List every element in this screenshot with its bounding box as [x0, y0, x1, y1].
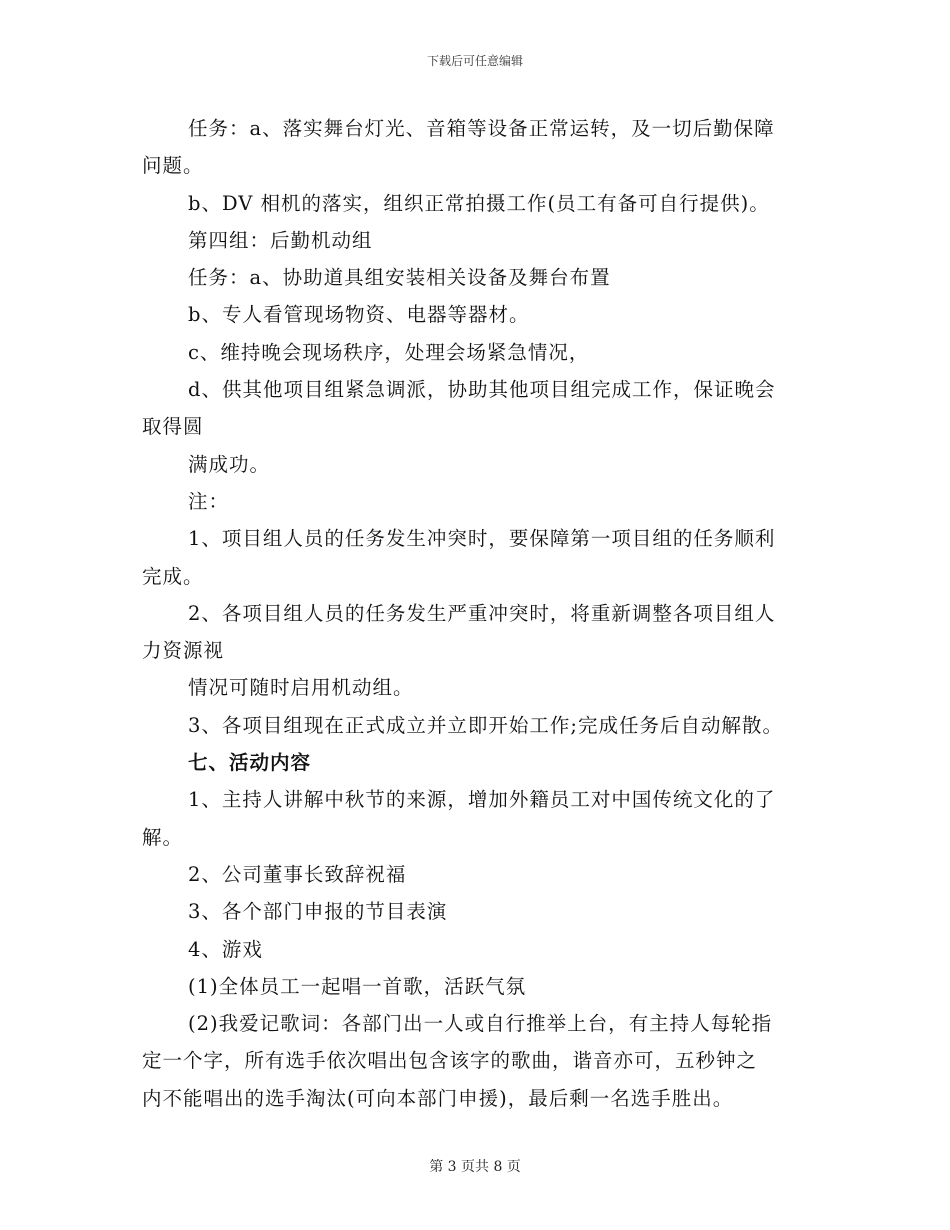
paragraph-line: 定一个字，所有选手依次唱出包含该字的歌曲，谐音亦可，五秒钟之 — [142, 1049, 758, 1073]
paragraph-line: 情况可随时启用机动组。 — [188, 676, 414, 700]
paragraph-line: 注： — [188, 489, 230, 513]
paragraph-line: 内不能唱出的选手淘汰(可向本部门申援)，最后剩一名选手胜出。 — [142, 1086, 734, 1110]
paragraph-line: 4、游戏 — [188, 937, 263, 961]
paragraph-line: 2、各项目组人员的任务发生严重冲突时，将重新调整各项目组人 — [188, 601, 776, 625]
paragraph-line: 1、项目组人员的任务发生冲突时，要保障第一项目组的任务顺利 — [188, 527, 776, 551]
paragraph-line: 任务：a、协助道具组安装相关设备及舞台布置 — [188, 266, 611, 290]
paragraph-line: 第四组：后勤机动组 — [188, 228, 373, 252]
page-footer-number: 第 3 页共 8 页 — [429, 1159, 521, 1175]
paragraph-line: 1、主持人讲解中秋节的来源，增加外籍员工对中国传统文化的了 — [188, 788, 776, 812]
paragraph-line: 3、各项目组现在正式成立并立即开始工作;完成任务后自动解散。 — [188, 713, 783, 737]
paragraph-line: 完成。 — [142, 564, 204, 588]
section-heading: 七、活动内容 — [188, 751, 312, 775]
page-header-note: 下载后可任意编辑 — [426, 54, 523, 68]
paragraph-line: d、供其他项目组紧急调派，协助其他项目组完成工作，保证晚会 — [188, 378, 776, 402]
paragraph-line: (1)全体员工一起唱一首歌，活跃气氛 — [188, 974, 527, 998]
paragraph-line: 问题。 — [142, 154, 204, 178]
paragraph-line: 解。 — [142, 825, 184, 849]
paragraph-line: 2、公司董事长致辞祝福 — [188, 862, 407, 886]
paragraph-line: b、DV 相机的落实，组织正常拍摄工作(员工有备可自行提供)。 — [188, 191, 770, 215]
paragraph-line: c、维持晚会现场秩序，处理会场紧急情况， — [188, 340, 590, 364]
paragraph-line: 满成功。 — [188, 452, 271, 476]
paragraph-line: 取得圆 — [142, 415, 204, 439]
paragraph-line: b、专人看管现场物资、电器等器材。 — [188, 303, 530, 327]
document-body — [142, 110, 812, 1117]
paragraph-line: 3、各个部门申报的节目表演 — [188, 900, 448, 924]
paragraph-line: (2)我爱记歌词：各部门出一人或自行推举上台，有主持人每轮指 — [188, 1012, 773, 1036]
paragraph-line: 任务：a、落实舞台灯光、音箱等设备正常运转，及一切后勤保障 — [188, 117, 775, 140]
paragraph-line: 力资源视 — [142, 639, 225, 663]
